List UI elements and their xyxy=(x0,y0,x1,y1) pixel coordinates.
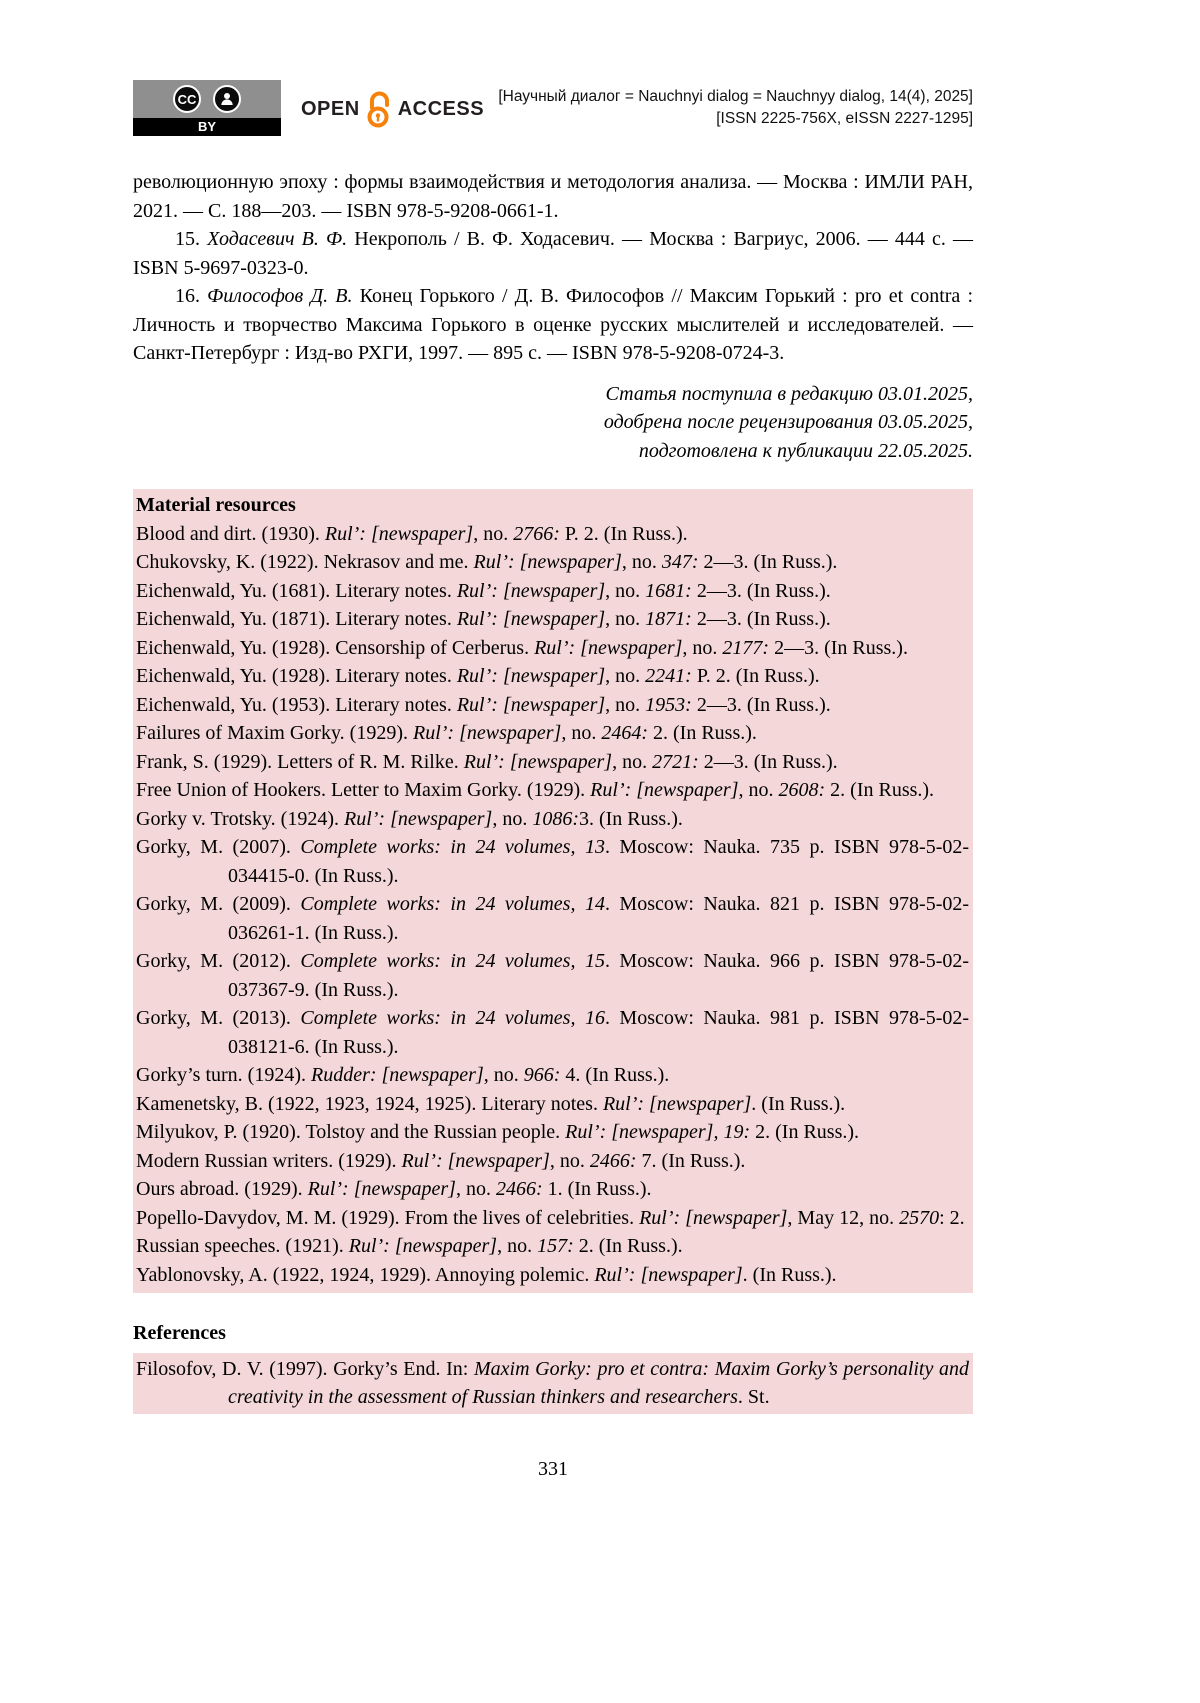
page-number: 331 xyxy=(538,1457,568,1480)
material-resource-entry: Russian speeches. (1921). Rul’: [newspaper], no. 157: 2. (In Russ.). xyxy=(136,1235,683,1257)
reference-ru-item-16: 16. Философов Д. В. Конец Горького / Д. В. Философов // Максим Горький : pro et contra : Личность и творчество Максима Горького в оценке русских мыслителей и исследователей. — Санкт-Петербург : Изд-во РХГИ, 1997. — 895 с. — ISBN 978-5-9208-0724-3. xyxy=(133,285,974,364)
journal-title-line: [Научный диалог = Nauchnyi dialog = Nauchnyy dialog, 14(4), 2025] xyxy=(498,88,973,105)
material-resource-entry: Popello-Davydov, M. M. (1929). From the lives of celebrities. Rul’: [newspaper], May 12, no. 2570: 2. xyxy=(136,1206,965,1229)
material-resource-entry: Gorky v. Trotsky. (1924). Rul’: [newspaper], no. 1086:3. (In Russ.). xyxy=(136,807,683,830)
cc-icons-row xyxy=(133,80,281,118)
journal-issn-line: [ISSN 2225-756X, eISSN 2227-1295] xyxy=(716,110,973,127)
material-resource-entry: Free Union of Hookers. Letter to Maxim Gorky. (1929). Rul’: [newspaper], no. 2608: 2. (In Russ.). xyxy=(136,779,935,801)
open-access-logo xyxy=(301,90,484,128)
material-resource-entry: Gorky, M. (2009). Complete works: in 24 volumes, 14. Moscow: Nauka. 821 p. ISBN 978-5-02-036261-1. (In Russ.). xyxy=(136,893,970,944)
page-header xyxy=(133,80,973,136)
material-resource-entry: Eichenwald, Yu. (1928). Censorship of Cerberus. Rul’: [newspaper], no. 2177: 2—3. (In Russ.). xyxy=(136,636,908,659)
reference-entry: Filosofov, D. V. (1997). Gorky’s End. In: Maxim Gorky: pro et contra: Maxim Gorky’s personality and creativity in the assessment of Russian thinkers and researchers. St. xyxy=(136,1357,970,1408)
material-resources-list xyxy=(136,520,969,1290)
material-resource-entry: Gorky, M. (2007). Complete works: in 24 volumes, 13. Moscow: Nauka. 735 p. ISBN 978-5-02-034415-0. (In Russ.). xyxy=(136,836,970,887)
submission-line-prepared: подготовлена к публикации 22.05.2025. xyxy=(638,439,973,462)
material-resource-entry: Eichenwald, Yu. (1871). Literary notes. Rul’: [newspaper], no. 1871: 2—3. (In Russ.). xyxy=(136,608,831,630)
material-resources-section xyxy=(133,489,973,1293)
material-resource-entry: Gorky’s turn. (1924). Rudder: [newspaper], no. 966: 4. (In Russ.). xyxy=(136,1064,670,1086)
references-heading: References xyxy=(133,1322,226,1344)
material-resource-entry: Eichenwald, Yu. (1953). Literary notes. Rul’: [newspaper], no. 1953: 2—3. (In Russ.). xyxy=(136,693,831,716)
material-resource-entry: Failures of Maxim Gorky. (1929). Rul’: [newspaper], no. 2464: 2. (In Russ.). xyxy=(136,722,757,744)
material-resource-entry: Gorky, M. (2013). Complete works: in 24 volumes, 16. Moscow: Nauka. 981 p. ISBN 978-5-02-038121-6. (In Russ.). xyxy=(136,1007,970,1058)
reference-ru-item-15: 15. Ходасевич В. Ф. Некрополь / В. Ф. Ходасевич. — Москва : Вагриус, 2006. — 444 с. — ISBN 5-9697-0323-0. xyxy=(133,228,974,279)
cc-by-label: BY xyxy=(133,118,281,136)
material-resource-entry: Kamenetsky, B. (1922, 1923, 1924, 1925). Literary notes. Rul’: [newspaper]. (In Russ.). xyxy=(136,1092,846,1115)
material-resource-entry: Frank, S. (1929). Letters of R. M. Rilke. Rul’: [newspaper], no. 2721: 2—3. (In Russ.). xyxy=(136,750,838,773)
open-lock-icon xyxy=(364,90,394,128)
journal-info xyxy=(498,86,973,130)
material-resources-heading: Material resources xyxy=(136,494,296,516)
open-access-label-access: ACCESS xyxy=(397,97,485,120)
cc-icon: CC xyxy=(173,85,201,113)
material-resource-entry: Eichenwald, Yu. (1928). Literary notes. Rul’: [newspaper], no. 2241: P. 2. (In Russ.). xyxy=(136,665,820,687)
material-resource-entry: Yablonovsky, A. (1922, 1924, 1929). Annoying polemic. Rul’: [newspaper]. (In Russ.). xyxy=(136,1263,837,1286)
article-body xyxy=(133,168,973,1481)
material-resource-entry: Blood and dirt. (1930). Rul’: [newspaper], no. 2766: P. 2. (In Russ.). xyxy=(136,522,688,545)
references-list xyxy=(133,1353,973,1414)
material-resource-entry: Gorky, M. (2012). Complete works: in 24 volumes, 15. Moscow: Nauka. 966 p. ISBN 978-5-02-037367-9. (In Russ.). xyxy=(136,950,970,1001)
material-resource-entry: Eichenwald, Yu. (1681). Literary notes. Rul’: [newspaper], no. 1681: 2—3. (In Russ.). xyxy=(136,579,831,602)
material-resource-entry: Modern Russian writers. (1929). Rul’: [newspaper], no. 2466: 7. (In Russ.). xyxy=(136,1149,746,1172)
cc-by-badge xyxy=(133,80,281,136)
submission-line-approved: одобрена после рецензирования 03.05.2025, xyxy=(603,411,973,433)
submission-dates xyxy=(133,380,973,466)
person-icon xyxy=(213,85,241,113)
material-resource-entry: Ours abroad. (1929). Rul’: [newspaper], no. 2466: 1. (In Russ.). xyxy=(136,1178,652,1200)
material-resource-entry: Milyukov, P. (1920). Tolstoy and the Russian people. Rul’: [newspaper], 19: 2. (In Russ.). xyxy=(136,1121,860,1143)
submission-line-received: Статья поступила в редакцию 03.01.2025, xyxy=(605,382,973,405)
open-access-label-open: OPEN xyxy=(301,97,360,120)
references-section xyxy=(133,1319,973,1414)
material-resource-entry: Chukovsky, K. (1922). Nekrasov and me. Rul’: [newspaper], no. 347: 2—3. (In Russ.). xyxy=(136,551,838,573)
reference-ru-continuation: революционную эпоху : формы взаимодействия и методология анализа. — Москва : ИМЛИ РАН, 2021. — С. 188—203. — ISBN 978-5-9208-0661-1. xyxy=(133,171,973,222)
journal-page xyxy=(133,0,973,1481)
